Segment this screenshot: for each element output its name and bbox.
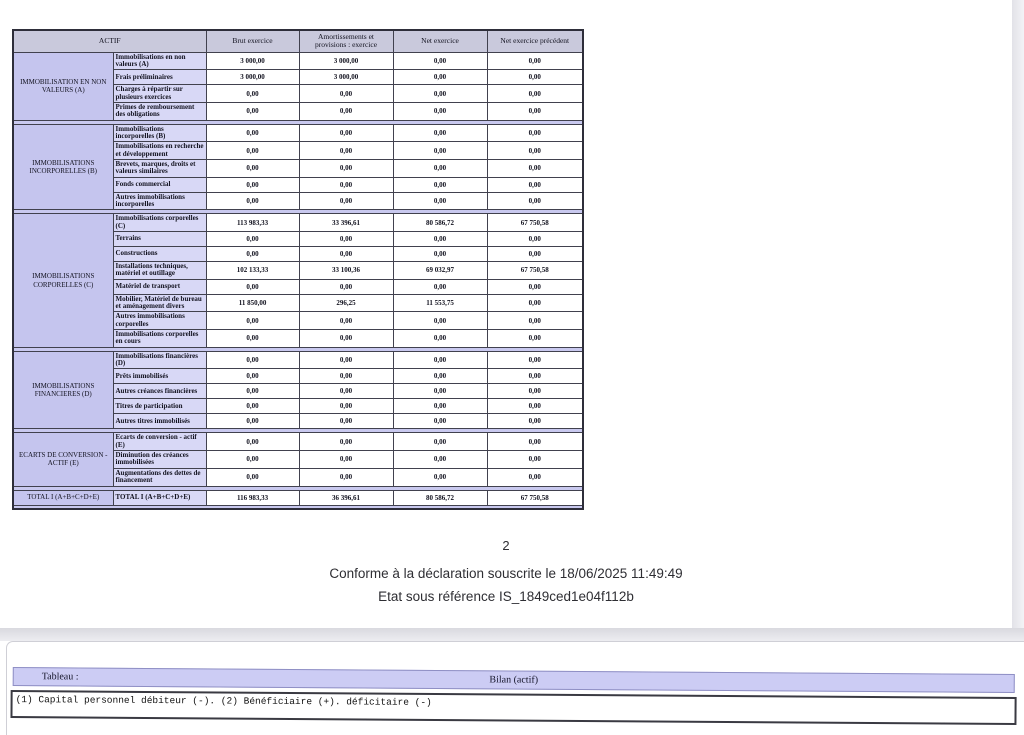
value-cell: 0,00 xyxy=(299,102,393,120)
value-cell: 0,00 xyxy=(487,351,583,369)
value-cell: 0,00 xyxy=(487,85,583,103)
row-label-cell: TOTAL I (A+B+C+D+E) xyxy=(113,490,206,505)
value-cell: 0,00 xyxy=(299,124,393,142)
value-cell: 0,00 xyxy=(487,192,583,210)
value-cell: 0,00 xyxy=(206,85,299,103)
table-row xyxy=(13,52,583,70)
column-header-amortissements: Amortissements et provisions : exercice xyxy=(299,30,393,52)
bilan-table-body xyxy=(13,52,583,509)
value-cell: 3 000,00 xyxy=(206,70,299,85)
row-label-cell: Autres immobilisations corporelles xyxy=(113,312,206,330)
value-cell: 0,00 xyxy=(206,433,299,451)
tableau-label: Tableau : xyxy=(41,671,79,683)
value-cell: 0,00 xyxy=(393,433,487,451)
note-text: (1) Capital personnel débiteur (-). (2) Bénéficiaire (+). déficitaire (-) xyxy=(15,694,432,708)
value-cell: 0,00 xyxy=(393,468,487,486)
value-cell: 102 133,33 xyxy=(206,262,299,280)
value-cell: 0,00 xyxy=(393,124,487,142)
value-cell: 0,00 xyxy=(393,247,487,262)
category-cell: IMMOBILISATIONS CORPORELLES (C) xyxy=(13,214,113,347)
value-cell: 0,00 xyxy=(393,70,487,85)
category-cell: IMMOBILISATIONS FINANCIERES (D) xyxy=(13,351,113,429)
value-cell: 0,00 xyxy=(206,247,299,262)
page-number: 2 xyxy=(502,538,510,553)
value-cell: 0,00 xyxy=(393,414,487,429)
value-cell: 36 396,61 xyxy=(299,490,393,505)
value-cell: 0,00 xyxy=(206,414,299,429)
value-cell: 0,00 xyxy=(206,232,299,247)
value-cell: 0,00 xyxy=(299,159,393,177)
value-cell: 0,00 xyxy=(487,232,583,247)
table-row xyxy=(13,124,583,142)
value-cell: 0,00 xyxy=(299,312,393,330)
value-cell: 0,00 xyxy=(393,330,487,348)
category-cell: TOTAL I (A+B+C+D+E) xyxy=(13,490,113,505)
value-cell: 0,00 xyxy=(487,159,583,177)
row-label-cell: Autres créances financières xyxy=(113,384,206,399)
value-cell: 0,00 xyxy=(393,279,487,294)
row-label-cell: Fonds commercial xyxy=(113,177,206,192)
value-cell: 0,00 xyxy=(206,369,299,384)
value-cell: 0,00 xyxy=(206,124,299,142)
table-row xyxy=(13,433,583,451)
value-cell: 0,00 xyxy=(206,159,299,177)
value-cell: 0,00 xyxy=(393,369,487,384)
category-cell: IMMOBILISATION EN NON VALEURS (A) xyxy=(13,52,113,120)
value-cell: 0,00 xyxy=(487,52,583,70)
value-cell: 0,00 xyxy=(299,451,393,469)
value-cell: 33 396,61 xyxy=(299,214,393,232)
row-label-cell: Installations techniques, matériel et outillage xyxy=(113,262,206,280)
row-label-cell: Diminution des créances immobilisées xyxy=(113,451,206,469)
value-cell: 0,00 xyxy=(206,192,299,210)
value-cell: 80 586,72 xyxy=(393,490,487,505)
value-cell: 11 850,00 xyxy=(206,294,299,312)
column-header-net-precedent: Net exercice précédent xyxy=(487,30,583,52)
value-cell: 0,00 xyxy=(393,52,487,70)
table-header-row xyxy=(13,30,583,52)
row-label-cell: Immobilisations en non valeurs (A) xyxy=(113,52,206,70)
column-header-brut: Brut exercice xyxy=(206,30,299,52)
page-separator-gap xyxy=(0,628,1024,641)
page-2-content xyxy=(6,642,1024,735)
value-cell: 0,00 xyxy=(393,384,487,399)
footer-reference-line: Etat sous référence IS_1849ced1e04f112b xyxy=(378,589,634,604)
value-cell: 0,00 xyxy=(206,384,299,399)
row-label-cell: Ecarts de conversion - actif (E) xyxy=(113,433,206,451)
value-cell: 67 750,58 xyxy=(487,490,583,505)
value-cell: 0,00 xyxy=(299,247,393,262)
row-label-cell: Brevets, marques, droits et valeurs similaires xyxy=(113,159,206,177)
row-label-cell: Autres immobilisations incorporelles xyxy=(113,192,206,210)
value-cell: 0,00 xyxy=(487,468,583,486)
row-label-cell: Frais préliminaires xyxy=(113,70,206,85)
value-cell: 0,00 xyxy=(487,451,583,469)
document-page-2 xyxy=(6,641,1024,735)
row-label-cell: Titres de participation xyxy=(113,399,206,414)
value-cell: 0,00 xyxy=(299,399,393,414)
value-cell: 3 000,00 xyxy=(299,70,393,85)
footer-declaration-line: Conforme à la déclaration souscrite le 18/06/2025 11:49:49 xyxy=(329,566,683,581)
value-cell: 0,00 xyxy=(299,351,393,369)
value-cell: 0,00 xyxy=(206,102,299,120)
table-row xyxy=(13,214,583,232)
row-label-cell: Prêts immobilisés xyxy=(113,369,206,384)
value-cell: 3 000,00 xyxy=(299,52,393,70)
value-cell: 0,00 xyxy=(206,177,299,192)
value-cell: 0,00 xyxy=(206,468,299,486)
value-cell: 0,00 xyxy=(206,351,299,369)
value-cell: 0,00 xyxy=(487,70,583,85)
value-cell: 0,00 xyxy=(299,177,393,192)
value-cell: 0,00 xyxy=(206,279,299,294)
value-cell: 0,00 xyxy=(487,124,583,142)
value-cell: 0,00 xyxy=(299,85,393,103)
value-cell: 0,00 xyxy=(487,177,583,192)
row-label-cell: Immobilisations incorporelles (B) xyxy=(113,124,206,142)
row-label-cell: Terrains xyxy=(113,232,206,247)
category-cell: ECARTS DE CONVERSION - ACTIF (E) xyxy=(13,433,113,486)
row-label-cell: Charges à répartir sur plusieurs exercices xyxy=(113,85,206,103)
column-header-actif: ACTIF xyxy=(13,30,206,52)
value-cell: 116 983,33 xyxy=(206,490,299,505)
value-cell: 0,00 xyxy=(206,142,299,160)
row-label-cell: Constructions xyxy=(113,247,206,262)
value-cell: 0,00 xyxy=(299,192,393,210)
value-cell: 0,00 xyxy=(393,351,487,369)
value-cell: 0,00 xyxy=(206,330,299,348)
value-cell: 0,00 xyxy=(393,451,487,469)
table-row xyxy=(13,351,583,369)
value-cell: 113 983,33 xyxy=(206,214,299,232)
value-cell: 296,25 xyxy=(299,294,393,312)
value-cell: 0,00 xyxy=(487,312,583,330)
tableau-bar xyxy=(13,667,1015,693)
value-cell: 0,00 xyxy=(299,468,393,486)
note-box xyxy=(10,690,1016,725)
value-cell: 0,00 xyxy=(299,279,393,294)
row-label-cell: Primes de remboursement des obligations xyxy=(113,102,206,120)
value-cell: 0,00 xyxy=(487,294,583,312)
value-cell: 0,00 xyxy=(393,85,487,103)
value-cell: 0,00 xyxy=(393,399,487,414)
value-cell: 0,00 xyxy=(299,433,393,451)
value-cell: 0,00 xyxy=(487,384,583,399)
value-cell: 0,00 xyxy=(487,433,583,451)
value-cell: 0,00 xyxy=(299,414,393,429)
value-cell: 0,00 xyxy=(299,330,393,348)
value-cell: 67 750,58 xyxy=(487,262,583,280)
value-cell: 0,00 xyxy=(393,102,487,120)
value-cell: 11 553,75 xyxy=(393,294,487,312)
value-cell: 0,00 xyxy=(299,232,393,247)
row-label-cell: Augmentations des dettes de financement xyxy=(113,468,206,486)
bilan-actif-table xyxy=(12,29,584,510)
row-label-cell: Autres titres immobilisés xyxy=(113,414,206,429)
value-cell: 0,00 xyxy=(487,279,583,294)
row-label-cell: Matériel de transport xyxy=(113,279,206,294)
value-cell: 0,00 xyxy=(299,369,393,384)
value-cell: 0,00 xyxy=(487,142,583,160)
value-cell: 0,00 xyxy=(393,177,487,192)
value-cell: 33 100,36 xyxy=(299,262,393,280)
value-cell: 0,00 xyxy=(299,142,393,160)
tableau-value: Bilan (actif) xyxy=(489,674,539,686)
column-header-net: Net exercice xyxy=(393,30,487,52)
value-cell: 0,00 xyxy=(393,192,487,210)
row-label-cell: Immobilisations financières (D) xyxy=(113,351,206,369)
row-label-cell: Immobilisations corporelles (C) xyxy=(113,214,206,232)
value-cell: 0,00 xyxy=(206,312,299,330)
value-cell: 0,00 xyxy=(487,399,583,414)
value-cell: 0,00 xyxy=(393,159,487,177)
value-cell: 0,00 xyxy=(487,247,583,262)
value-cell: 0,00 xyxy=(487,369,583,384)
total-row xyxy=(13,490,583,505)
value-cell: 0,00 xyxy=(206,399,299,414)
value-cell: 3 000,00 xyxy=(206,52,299,70)
value-cell: 0,00 xyxy=(487,330,583,348)
value-cell: 0,00 xyxy=(299,384,393,399)
value-cell: 0,00 xyxy=(393,312,487,330)
value-cell: 0,00 xyxy=(206,451,299,469)
row-label-cell: Mobilier, Matériel de bureau et aménagement divers xyxy=(113,294,206,312)
value-cell: 0,00 xyxy=(487,102,583,120)
row-label-cell: Immobilisations en recherche et développement xyxy=(113,142,206,160)
value-cell: 80 586,72 xyxy=(393,214,487,232)
value-cell: 0,00 xyxy=(393,232,487,247)
category-cell: IMMOBILISATIONS INCORPORELLES (B) xyxy=(13,124,113,210)
section-separator xyxy=(13,505,583,509)
page-edge-strip xyxy=(1012,0,1024,628)
value-cell: 67 750,58 xyxy=(487,214,583,232)
value-cell: 69 032,97 xyxy=(393,262,487,280)
row-label-cell: Immobilisations corporelles en cours xyxy=(113,330,206,348)
value-cell: 0,00 xyxy=(393,142,487,160)
value-cell: 0,00 xyxy=(487,414,583,429)
